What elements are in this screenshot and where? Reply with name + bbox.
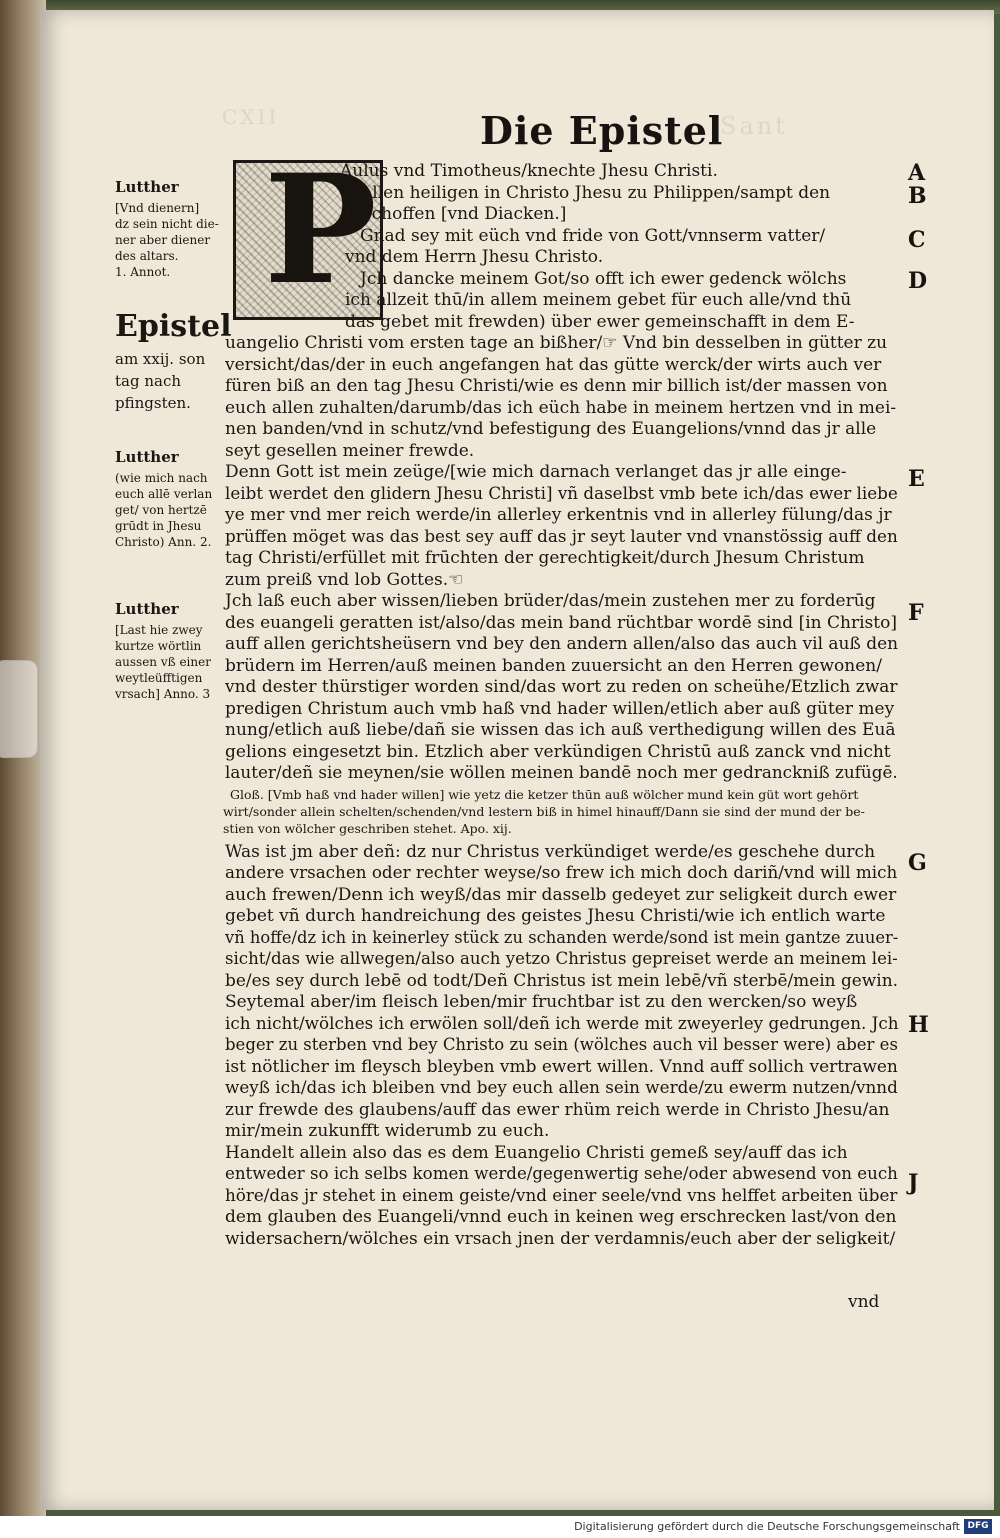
- body-line: Allen heiligen in Christo Jhesu zu Philippen/sampt den: [360, 182, 831, 203]
- body-line: widersachern/wölches ein vrsach jnen der verdamnis/euch aber der seligkeit/: [225, 1228, 896, 1249]
- body-line: sicht/das wie allwegen/also auch yetzo Christus gepreiset werde an meinem lei-: [225, 949, 898, 969]
- section-letter: G: [908, 850, 927, 876]
- body-line: höre/das jr stehet in einem geiste/vnd einer seele/vnd vns helffet arbeiten über: [225, 1185, 898, 1206]
- body-line: vnd dem Herrn Jhesu Christo.: [345, 247, 604, 267]
- body-line: leibt werdet den glidern Jhesu Christi] vñ daselbst vmb bete ich/das ewer liebe: [225, 483, 898, 504]
- funding-note: Digitalisierung gefördert durch die Deutsche Forschungsgemeinschaft: [574, 1520, 960, 1533]
- body-line: Denn Gott ist mein zeüge/[wie mich darnach verlanget das jr alle einge-: [225, 462, 847, 482]
- body-line: seyt gesellen meiner frewde.: [225, 440, 475, 461]
- body-line: ich nicht/wölches ich erwölen soll/deñ ich werde mit zweyerley gedrungen. Jch: [225, 1013, 899, 1034]
- body-line: Seytemal aber/im fleisch leben/mir fruchtbar ist zu den wercken/so weyß: [225, 992, 858, 1012]
- margin-note-line: [Last hie zwey: [115, 623, 203, 637]
- section-letter: H: [908, 1012, 929, 1038]
- body-line: weyß ich/das ich bleiben vnd bey euch allen sein werde/zu ewerm nutzen/vnnd: [225, 1078, 898, 1098]
- margin-note-line: aussen vß einer: [115, 655, 211, 669]
- body-line: gelions eingesetzt bin. Etzlich aber verkündigen Christū auß zanck vnd nicht: [225, 741, 891, 762]
- body-line: entweder so ich selbs komen werde/gegenwertig sehe/oder abwesend von euch: [225, 1164, 898, 1184]
- body-line: füren biß an den tag Jhesu Christi/wie es denn mir billich ist/der massen von: [225, 376, 888, 396]
- body-line: predigen Christum auch vmb haß vnd hader willen/etlich aber auß güter mey: [225, 698, 895, 719]
- body-line: ye mer vnd mer reich werde/in allerley erkentnis vnd in allerley fülung/das jr: [225, 505, 892, 525]
- body-line: auch frewen/Denn ich weyß/das mir dasselb gedeyet zur seligkeit durch ewer: [225, 884, 897, 905]
- body-line: vnd dester thürstiger worden sind/das wort zu reden on scheühe/Etzlich zwar: [225, 677, 898, 697]
- body-line: Jch laß euch aber wissen/lieben brüder/das/mein zustehen mer zu forderūg: [225, 591, 876, 611]
- margin-note-line: euch allē verlan: [115, 487, 213, 501]
- body-line: des euangeli geratten ist/also/das mein band rüchtbar wordē sind [in Christo]: [225, 612, 897, 633]
- margin-note-line: grūdt in Jhesu: [115, 519, 202, 533]
- margin-note-line: pfingsten.: [115, 394, 191, 412]
- margin-note-head: Lutther: [115, 600, 179, 618]
- margin-note-line: tag nach: [115, 372, 182, 390]
- section-letter: B: [908, 183, 927, 209]
- initial-letter: P: [264, 160, 377, 318]
- body-line: versicht/das/der in euch angefangen hat das gütte werck/der wirts auch ver: [225, 354, 882, 375]
- body-line: Bischoffen [vnd Diacken.]: [345, 204, 567, 224]
- section-letter: F: [908, 600, 924, 626]
- margin-note-line: weytleüfftigen: [115, 671, 203, 685]
- body-line: gebet vñ durch handreichung des geistes Jhesu Christi/wie ich entlich warte: [225, 906, 886, 926]
- body-line: auff allen gerichtsheüsern vnd bey den andern allen/also das auch vil auß den: [225, 634, 899, 654]
- catchword: vnd: [848, 1292, 880, 1312]
- gloss-line: wirt/sonder allein schelten/schenden/vnd lestern biß in himel hinauff/Dann sie sind der mund der be-: [223, 803, 865, 819]
- section-letter: C: [908, 227, 926, 253]
- body-line: Jch dancke meinem Got/so offt ich ewer gedenck wölchs: [360, 268, 847, 289]
- show-through-text-right: Sant: [720, 112, 788, 140]
- body-line: nen banden/vnd in schutz/vnd befestigung des Euangelions/vnnd das jr alle: [225, 419, 877, 439]
- body-line: dem glauben des Euangeli/vnnd euch in keinen weg erschrecken last/von den: [225, 1207, 897, 1227]
- margin-note-line: get/ von hertzē: [115, 503, 207, 517]
- body-line: Gnad sey mit eüch vnd fride von Gott/vnnserm vatter/: [360, 225, 826, 246]
- body-line: prüffen möget was das best sey auff das jr seyt lauter vnd vnanstössig auff den: [225, 526, 898, 547]
- margin-note-head: Lutther: [115, 178, 179, 196]
- body-line: Was ist jm aber deñ: dz nur Christus verkündiget werde/es geschehe durch: [225, 841, 876, 862]
- page-tab-marker: [0, 660, 38, 758]
- running-title: Die Epistel: [480, 108, 724, 153]
- margin-note-line: kurtze wörtlin: [115, 639, 202, 653]
- body-line: uangelio Christi vom ersten tage an bißher/☞ Vnd bin desselben in gütter zu: [225, 333, 888, 353]
- body-line: vñ hoffe/dz ich in keinerley stück zu schanden werde/sond ist mein gantze zuuer-: [225, 927, 899, 948]
- section-letter: E: [908, 466, 925, 492]
- margin-note-line: des altars.: [115, 249, 179, 263]
- body-line: tag Christi/erfüllet mit frūchten der gerechtigkeit/durch Jhesum Christum: [225, 548, 865, 568]
- body-line: brüdern im Herren/auß meinen banden zuuersicht an den Herren gewonen/: [225, 655, 882, 676]
- body-line: andere vrsachen oder rechter weyse/so frew ich mich doch dariñ/vnd will mich: [225, 863, 898, 883]
- body-line: lauter/deñ sie meynen/sie wöllen meinen bandē noch mer gedranckniß zufügē.: [225, 763, 898, 783]
- margin-note-line: [Vnd dienern]: [115, 201, 200, 215]
- margin-note-line: 1. Annot.: [115, 265, 171, 279]
- footer-bar: [0, 1516, 1000, 1538]
- body-line: ich allzeit thū/in allem meinem gebet für euch alle/vnd thū: [345, 290, 852, 310]
- body-line: beger zu sterben vnd bey Christo zu sein (wölches auch vil besser were) aber es: [225, 1035, 898, 1055]
- margin-note-line: Christo) Ann. 2.: [115, 535, 212, 549]
- body-line: zum preiß vnd lob Gottes.☜: [225, 569, 464, 590]
- margin-note-line: dz sein nicht die-: [115, 217, 219, 231]
- body-line: das gebet mit frewden) über ewer gemeinschafft in dem E-: [345, 311, 855, 332]
- margin-title: Epistel: [115, 309, 232, 344]
- body-line: euch allen zuhalten/darumb/das ich eüch habe in meinem hertzen vnd in mei-: [225, 397, 897, 418]
- body-line: Handelt allein also das es dem Euangelio Christi gemeß sey/auff das ich: [225, 1142, 848, 1163]
- book-page: [40, 10, 994, 1510]
- body-line: nung/etlich auß liebe/dañ sie wissen das ich auß verthedigung willen des Euā: [225, 720, 896, 740]
- body-line: zur frewde des glaubens/auff das ewer rhüm reich werde in Christo Jhesu/an: [225, 1099, 890, 1120]
- body-line: Aulus vnd Timotheus/knechte Jhesu Christi.: [340, 161, 718, 181]
- gloss-line: Gloß. [Vmb haß vnd hader willen] wie yetz die ketzer thūn auß wölcher mund kein güt wort gehört: [230, 786, 859, 802]
- margin-note-line: ner aber diener: [115, 233, 211, 247]
- section-letter: D: [908, 268, 928, 294]
- margin-note-line: am xxij. son: [115, 350, 206, 368]
- margin-note-head: Lutther: [115, 448, 179, 466]
- body-line: mir/mein zukunfft widerumb zu euch.: [225, 1121, 550, 1141]
- margin-note-line: (wie mich nach: [115, 471, 208, 485]
- margin-note-line: vrsach] Anno. 3: [115, 687, 211, 701]
- body-line: ist nötlicher im fleysch bleyben vmb ewert willen. Vnnd auff sollich vertrawen: [225, 1056, 898, 1077]
- body-line: be/es sey durch lebē od todt/Deñ Christus ist mein lebē/vñ sterbē/mein gewin.: [225, 970, 899, 991]
- section-letter: A: [908, 160, 926, 186]
- gloss-line: stien von wölcher geschriben stehet. Apo. xij.: [223, 820, 512, 836]
- dfg-logo: DFG: [964, 1519, 992, 1534]
- show-through-text-left: CXII: [222, 105, 280, 129]
- section-letter: J: [908, 1170, 919, 1196]
